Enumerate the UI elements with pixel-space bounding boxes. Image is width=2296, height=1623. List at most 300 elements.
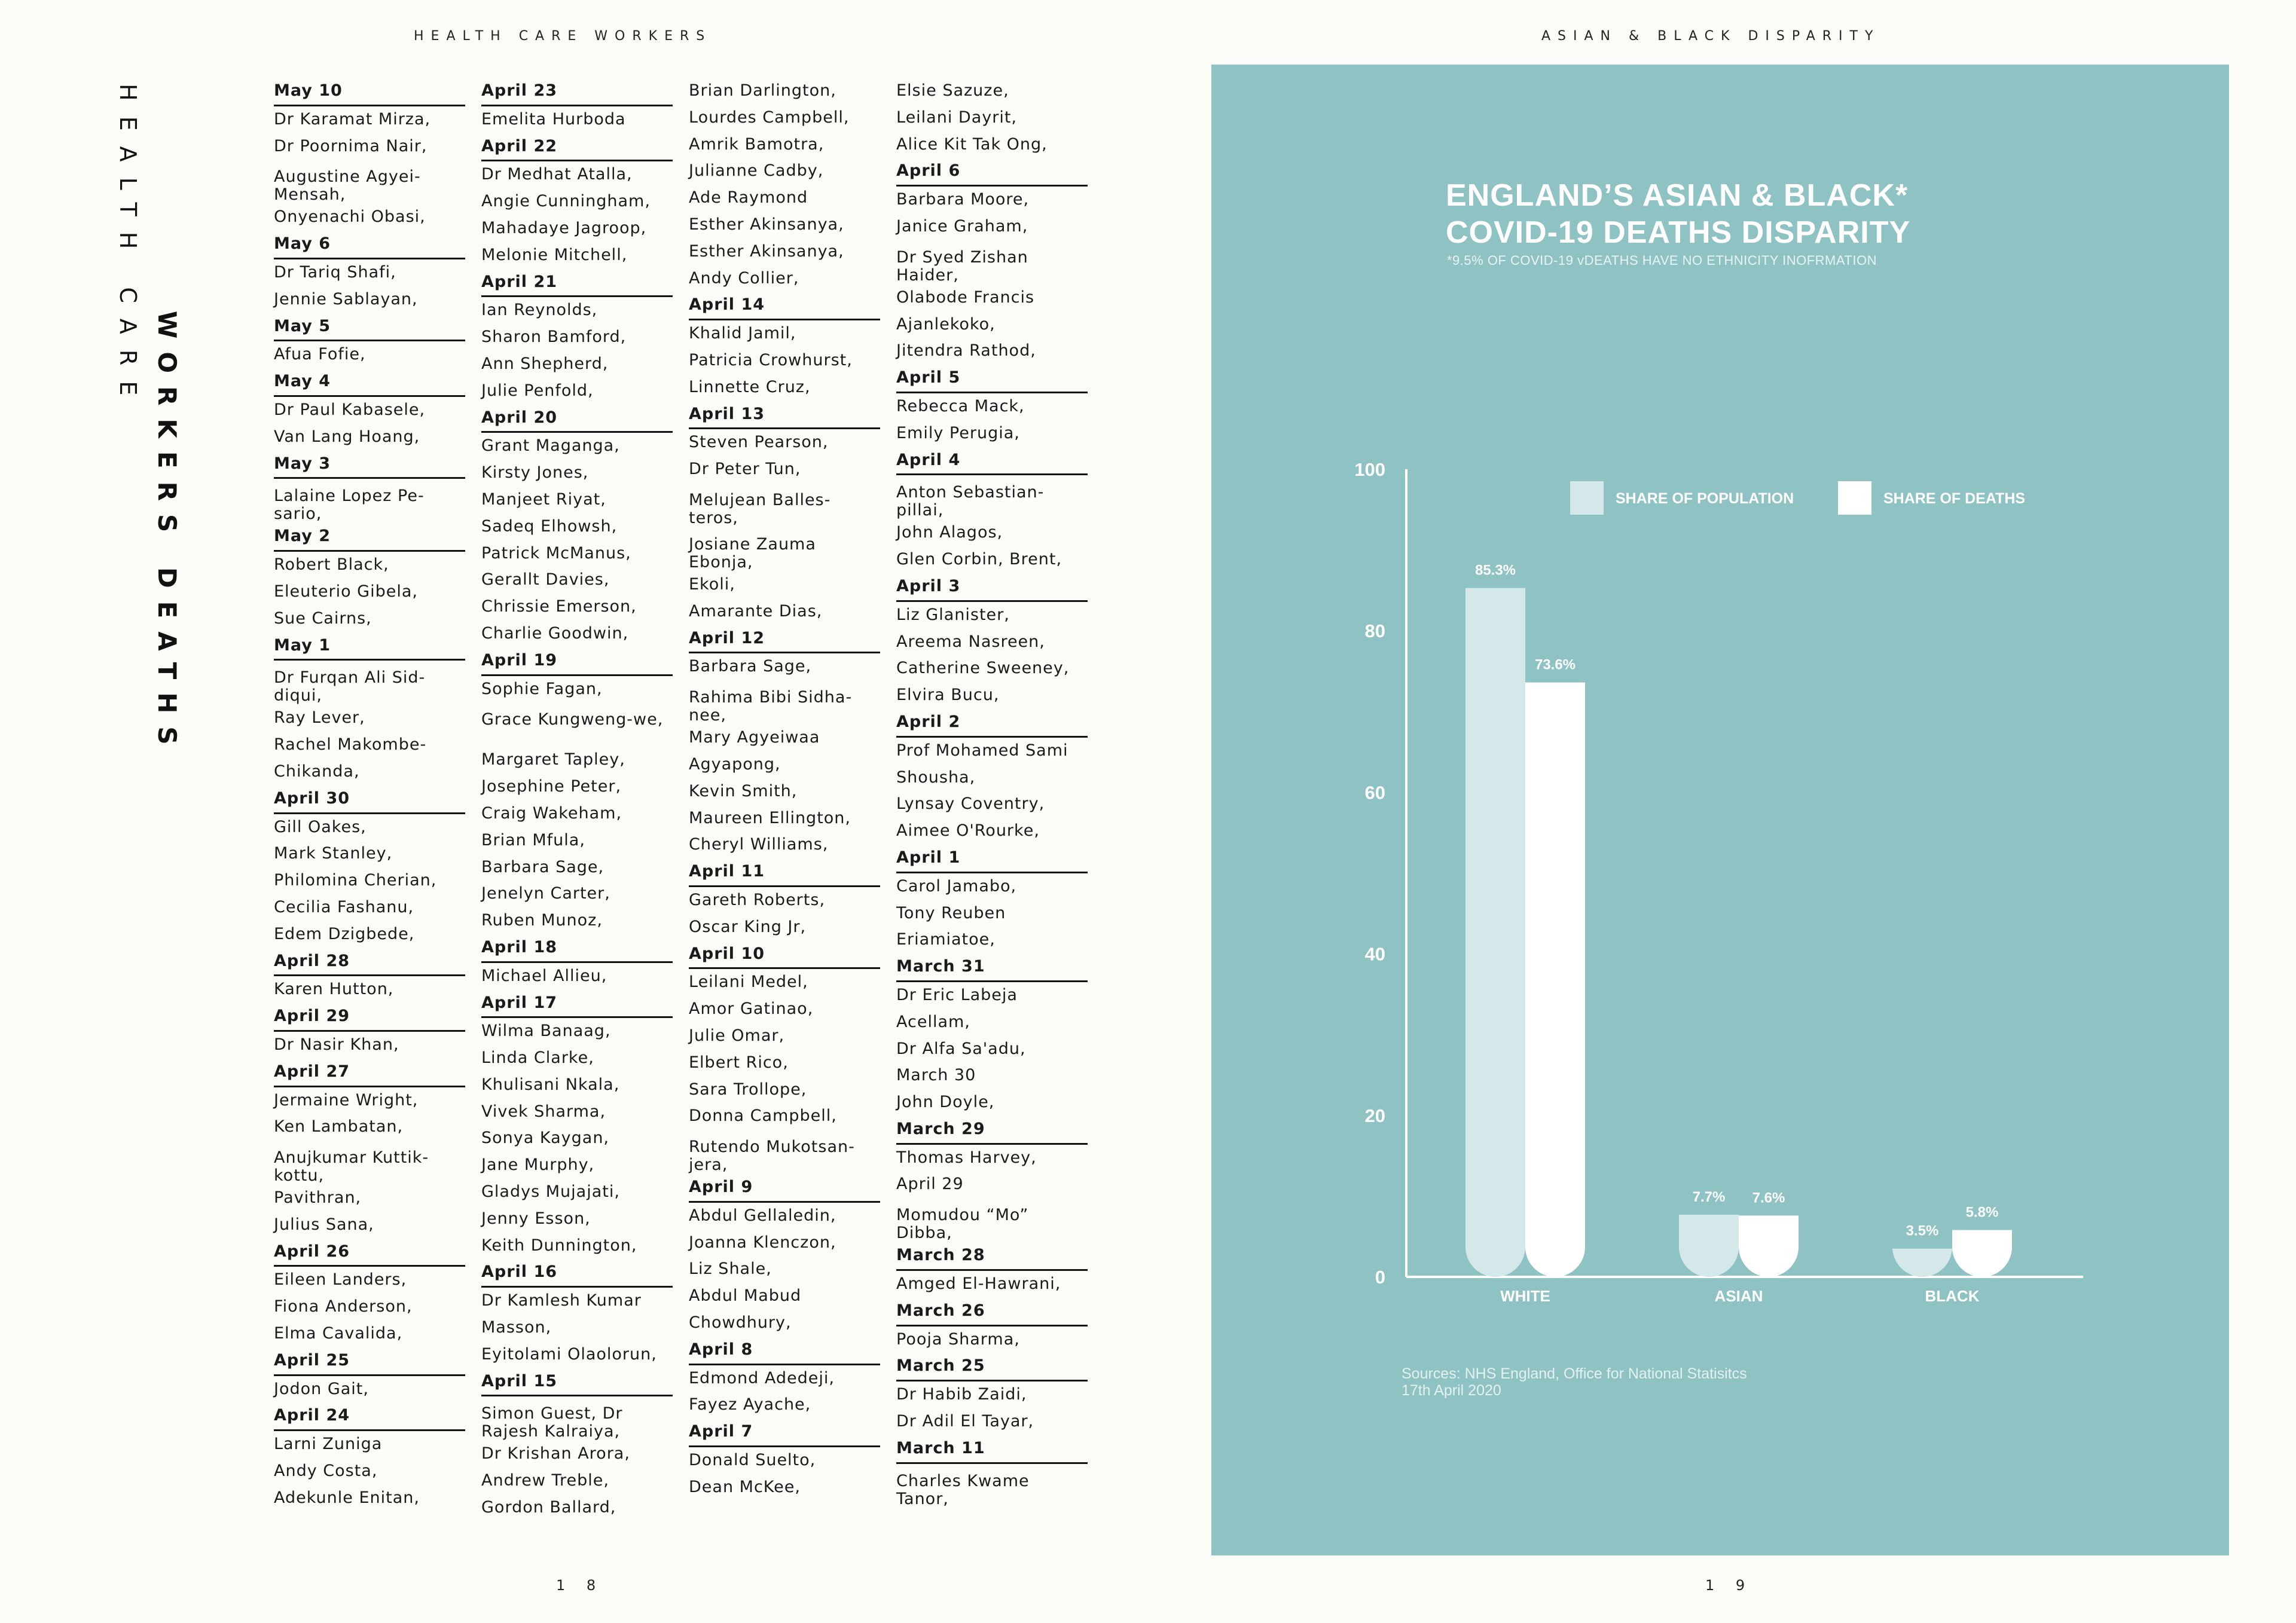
- name-entry: [274, 1114, 465, 1141]
- date-heading: [274, 1402, 465, 1431]
- y-tick-label: 60: [1364, 782, 1385, 803]
- name-entry: [481, 1018, 673, 1045]
- name-entry-text: Areema Nasreen,: [896, 632, 1045, 651]
- name-entry-text: Philomina Cherian,: [274, 871, 437, 890]
- date-heading-text: April 28: [274, 951, 350, 970]
- name-entry-text: Dr Paul Kabasele,: [274, 400, 426, 419]
- name-entry: [481, 1468, 673, 1494]
- name-entry: [896, 873, 1088, 900]
- name-entry-text: Barbara Sage,: [689, 657, 812, 676]
- name-entry: [481, 1441, 673, 1468]
- name-entry-text: Jane Murphy,: [481, 1156, 595, 1175]
- date-heading: [274, 78, 465, 106]
- name-entry: [896, 78, 1088, 105]
- name-entry-text: John Alagos,: [896, 523, 1003, 542]
- name-entry-text: Fiona Anderson,: [274, 1297, 413, 1316]
- date-heading-text: April 7: [689, 1422, 753, 1441]
- name-entry-text: Jenny Esson,: [481, 1209, 591, 1228]
- name-entry: [274, 579, 465, 606]
- name-entry-text: Karen Hutton,: [274, 980, 394, 999]
- date-heading: [274, 368, 465, 397]
- name-entry: [481, 324, 673, 351]
- name-entry: [896, 1198, 1088, 1242]
- y-tick-label: 20: [1364, 1105, 1385, 1126]
- name-entry: [274, 552, 465, 579]
- legend-label: SHARE OF POPULATION: [1616, 490, 1794, 507]
- deaths-bar-asian: [1739, 1215, 1799, 1277]
- name-entry: [689, 212, 880, 239]
- names-column-3: [689, 78, 880, 1501]
- name-entry-text: Rutendo Mukotsan-jera,: [689, 1138, 855, 1175]
- date-heading: [896, 953, 1088, 982]
- chart-panel: [1211, 65, 2229, 1555]
- name-entry-text: Josiane Zauma Ebonja,: [689, 534, 816, 571]
- name-entry-text: Gill Oakes,: [274, 817, 367, 836]
- name-entry: [274, 1141, 465, 1185]
- name-entry-text: Grace Kungweng-we,: [481, 710, 664, 729]
- name-entry-text: Brian Darlington,: [689, 81, 836, 100]
- name-entry: [274, 606, 465, 632]
- name-entry: [274, 479, 465, 523]
- page-number-right: 1 9: [1705, 1577, 1754, 1594]
- name-entry-text: Robert Black,: [274, 555, 389, 574]
- name-entry: [896, 791, 1088, 818]
- name-entry: [689, 914, 880, 941]
- name-entry: [689, 185, 880, 212]
- name-entry-text: Kirsty Jones,: [481, 463, 589, 482]
- name-entry: [274, 1458, 465, 1485]
- name-entry-text: Sophie Fagan,: [481, 679, 603, 698]
- running-header-right: ASIAN & BLACK DISPARITY: [1541, 29, 1880, 44]
- name-entry: [689, 1230, 880, 1257]
- name-entry: [689, 887, 880, 914]
- name-entry: [274, 1212, 465, 1239]
- name-entry-text: Jitendra Rathod,: [896, 341, 1036, 360]
- name-entry: [481, 567, 673, 594]
- name-entry: [274, 341, 465, 368]
- name-entry-text: Momudou “Mo” Dibba,: [896, 1206, 1029, 1243]
- name-entry: [481, 702, 673, 747]
- name-entry-text: Charles Kwame Tanor,: [896, 1471, 1030, 1508]
- date-heading-text: April 17: [481, 993, 558, 1012]
- name-entry: [481, 106, 673, 133]
- name-entry-text: Ajanlekoko,: [896, 314, 996, 334]
- name-entry: [481, 460, 673, 487]
- name-entry-text: Jenelyn Carter,: [481, 884, 610, 903]
- name-entry-text: Eriamiatoe,: [896, 930, 996, 949]
- date-heading-text: May 4: [274, 372, 331, 391]
- name-entry: [689, 1256, 880, 1283]
- names-column-2: [481, 78, 673, 1521]
- name-entry: [274, 1032, 465, 1059]
- name-entry: [481, 1341, 673, 1368]
- date-heading: [896, 709, 1088, 738]
- date-heading-text: April 23: [481, 81, 558, 100]
- name-entry-text: Glen Corbin, Brent,: [896, 550, 1062, 569]
- date-heading: [481, 78, 673, 106]
- name-entry: [689, 527, 880, 571]
- name-entry-text: Rahima Bibi Sidha-nee,: [689, 688, 853, 725]
- date-heading: [689, 292, 880, 320]
- name-entry-text: Vivek Sharma,: [481, 1102, 606, 1121]
- name-entry-text: Ekoli,: [689, 574, 735, 594]
- name-entry: [274, 840, 465, 867]
- name-entry: [896, 765, 1088, 791]
- name-entry: [896, 105, 1088, 132]
- date-heading-text: March 25: [896, 1356, 985, 1376]
- date-heading-text: April 15: [481, 1371, 558, 1390]
- name-entry: [689, 1103, 880, 1130]
- name-entry-text: Leilani Medel,: [689, 973, 808, 992]
- population-bar-asian: [1679, 1215, 1739, 1277]
- population-bar-black: [1892, 1247, 1952, 1277]
- date-heading: [689, 625, 880, 654]
- name-entry: [896, 682, 1088, 709]
- name-entry: [896, 519, 1088, 546]
- chart-source: [1402, 1365, 1747, 1399]
- name-entry: [274, 106, 465, 133]
- name-entry: [896, 629, 1088, 656]
- date-heading: [896, 1116, 1088, 1145]
- legend-label: SHARE OF DEATHS: [1883, 490, 2026, 507]
- name-entry: [481, 621, 673, 647]
- name-entry: [274, 1485, 465, 1512]
- name-entry: [274, 1376, 465, 1403]
- name-entry-text: Patrick McManus,: [481, 543, 631, 563]
- name-entry-text: Abdul Gellaledin,: [689, 1206, 836, 1225]
- name-entry-text: April 29: [896, 1175, 964, 1194]
- name-entry: [274, 1294, 465, 1321]
- name-entry: [896, 546, 1088, 573]
- name-entry: [481, 1045, 673, 1072]
- name-entry: [274, 921, 465, 948]
- name-entry-text: Olabode Francis: [896, 288, 1035, 307]
- name-entry-text: Mary Agyeiwaa: [689, 728, 820, 747]
- name-entry-text: Andy Costa,: [274, 1462, 378, 1481]
- name-entry-text: Elsie Sazuze,: [896, 81, 1009, 100]
- date-heading: [689, 1174, 880, 1203]
- date-heading: [274, 948, 465, 977]
- name-entry-text: Esther Akinsanya,: [689, 215, 844, 234]
- name-entry-text: Anton Sebastian-pillai,: [896, 483, 1045, 520]
- name-entry-text: Khulisani Nkala,: [481, 1075, 620, 1094]
- bar-value-label: 85.3%: [1474, 562, 1516, 579]
- name-entry: [689, 456, 880, 483]
- name-entry: [481, 963, 673, 990]
- name-entry-text: Sue Cairns,: [274, 609, 372, 628]
- name-entry: [481, 540, 673, 567]
- name-entry-text: Amor Gatinao,: [689, 1000, 814, 1019]
- date-heading: [896, 1353, 1088, 1381]
- name-entry-text: Fayez Ayache,: [689, 1395, 811, 1414]
- name-entry: [896, 1271, 1088, 1298]
- name-entry: [274, 1321, 465, 1347]
- name-entry-text: Charlie Goodwin,: [481, 623, 629, 643]
- name-entry: [274, 1087, 465, 1114]
- name-entry-text: Mark Stanley,: [274, 844, 393, 863]
- name-entry-text: Elbert Rico,: [689, 1053, 789, 1072]
- date-heading-text: April 22: [481, 136, 558, 155]
- date-heading-text: April 29: [274, 1007, 350, 1026]
- date-heading-text: April 6: [896, 161, 961, 181]
- name-entry-text: Melujean Balles-teros,: [689, 490, 831, 527]
- name-entry-text: Lalaine Lopez Pe-sario,: [274, 487, 425, 524]
- legend-swatch-population: [1570, 481, 1604, 515]
- chart-title-line-1: ENGLAND’S ASIAN & BLACK*: [1446, 178, 1909, 213]
- name-entry-text: Sara Trollope,: [689, 1080, 807, 1099]
- date-heading-text: April 14: [689, 295, 765, 314]
- y-tick-label: 40: [1364, 943, 1385, 965]
- name-entry: [481, 800, 673, 827]
- name-entry: [274, 814, 465, 841]
- date-heading-text: April 25: [274, 1350, 350, 1370]
- name-entry-text: Dr Furqan Ali Sid-diqui,: [274, 668, 426, 705]
- date-heading-text: April 24: [274, 1406, 350, 1425]
- name-entry: [481, 297, 673, 324]
- y-tick-label: 80: [1364, 621, 1385, 642]
- deaths-bar-white: [1525, 683, 1585, 1277]
- name-entry-text: Rachel Makombe-: [274, 735, 427, 754]
- name-entry-text: Ian Reynolds,: [481, 301, 598, 320]
- date-heading: [481, 1259, 673, 1288]
- date-heading-text: April 21: [481, 272, 558, 291]
- name-entry-text: Joanna Klenczon,: [689, 1233, 836, 1252]
- x-category-label: WHITE: [1500, 1287, 1550, 1305]
- name-entry: [274, 759, 465, 785]
- name-entry-text: Thomas Harvey,: [896, 1148, 1037, 1167]
- date-heading-text: April 9: [689, 1178, 753, 1197]
- name-entry-text: Larni Zuniga: [274, 1435, 383, 1454]
- name-entry-text: Simon Guest, Dr Rajesh Kalraiya,: [481, 1404, 623, 1441]
- date-heading-text: March 31: [896, 957, 985, 976]
- name-entry-text: Craig Wakeham,: [481, 803, 622, 823]
- vertical-title-health-care: HEALTH CARE: [115, 84, 141, 411]
- date-heading: [481, 934, 673, 963]
- date-heading: [274, 1003, 465, 1032]
- bar-value-label: 73.6%: [1534, 656, 1576, 673]
- name-entry: [689, 347, 880, 374]
- date-heading: [274, 785, 465, 814]
- name-entry: [689, 239, 880, 265]
- date-heading-text: March 29: [896, 1119, 985, 1138]
- date-heading: [274, 523, 465, 552]
- name-entry: [689, 105, 880, 132]
- name-entry-text: Liz Glanister,: [896, 605, 1010, 624]
- name-entry-text: Keith Dunnington,: [481, 1236, 637, 1255]
- name-entry-text: Edmond Adedeji,: [689, 1368, 835, 1387]
- page-number-left: 1 8: [556, 1577, 604, 1594]
- name-entry: [689, 1283, 880, 1310]
- date-heading-text: April 20: [481, 408, 558, 427]
- date-heading-text: April 19: [481, 650, 558, 670]
- date-heading: [481, 990, 673, 1019]
- name-entry-text: Augustine Agyei-Mensah,: [274, 167, 421, 204]
- name-entry: [896, 240, 1088, 285]
- name-entry: [896, 927, 1088, 953]
- name-entry-text: Emily Perugia,: [896, 423, 1020, 442]
- chart-subtitle: *9.5% OF COVID-19 vDEATHS HAVE NO ETHNICITY INOFRMATION: [1447, 253, 1877, 268]
- name-entry-text: Ann Shepherd,: [481, 354, 609, 373]
- name-entry-text: Manjeet Riyat,: [481, 490, 606, 509]
- name-entry: [689, 680, 880, 725]
- name-entry: [689, 132, 880, 158]
- name-entry: [896, 900, 1088, 927]
- name-entry-text: Rebecca Mack,: [896, 396, 1025, 415]
- name-entry: [481, 1396, 673, 1441]
- name-entry: [481, 1288, 673, 1315]
- name-entry-text: Eileen Landers,: [274, 1270, 407, 1289]
- date-heading: [896, 573, 1088, 602]
- name-entry-text: Andy Collier,: [689, 268, 799, 288]
- date-heading: [689, 401, 880, 430]
- name-entry-text: Julie Penfold,: [481, 381, 594, 400]
- name-entry-text: Dr Nasir Khan,: [274, 1035, 399, 1054]
- name-entry-text: Alice Kit Tak Ong,: [896, 135, 1048, 154]
- name-entry: [896, 602, 1088, 629]
- name-entry-text: Michael Allieu,: [481, 966, 607, 985]
- name-entry: [896, 1009, 1088, 1036]
- date-heading-text: April 4: [896, 450, 961, 469]
- name-entry-text: Chowdhury,: [689, 1313, 792, 1332]
- name-entry: [481, 1206, 673, 1233]
- name-entry: [689, 805, 880, 832]
- name-entry: [274, 204, 465, 231]
- name-entry: [689, 1023, 880, 1050]
- name-entry-text: Julie Omar,: [689, 1026, 785, 1045]
- date-heading-text: March 26: [896, 1301, 985, 1320]
- date-heading-text: May 6: [274, 234, 331, 253]
- name-entry-text: Dr Eric Labeja: [896, 985, 1018, 1004]
- name-entry-text: Dr Syed Zishan Haider,: [896, 247, 1028, 285]
- date-heading-text: April 13: [689, 404, 765, 423]
- name-entry: [689, 374, 880, 401]
- date-heading: [274, 313, 465, 342]
- name-entry-text: Chrissie Emerson,: [481, 597, 637, 616]
- name-entry-text: Jermaine Wright,: [274, 1090, 419, 1109]
- name-entry: [481, 378, 673, 405]
- date-heading: [481, 1368, 673, 1397]
- name-entry: [896, 213, 1088, 240]
- y-tick-label: 100: [1354, 459, 1385, 480]
- name-entry: [481, 676, 673, 703]
- name-entry: [274, 705, 465, 732]
- name-entry: [481, 351, 673, 378]
- name-entry: [481, 1099, 673, 1126]
- name-entry: [689, 598, 880, 625]
- name-entry-text: Ray Lever,: [274, 708, 365, 728]
- names-column-4: [896, 78, 1088, 1508]
- name-entry: [481, 1152, 673, 1179]
- name-entry: [896, 1145, 1088, 1172]
- name-entry-text: Amarante Dias,: [689, 601, 823, 621]
- date-heading-text: April 2: [896, 712, 961, 731]
- name-entry-text: Ruben Munoz,: [481, 911, 603, 930]
- name-entry: [274, 661, 465, 705]
- name-entry-text: Dr Krishan Arora,: [481, 1444, 630, 1463]
- date-heading: [896, 845, 1088, 873]
- bar-value-label: 7.7%: [1692, 1188, 1726, 1205]
- name-entry-text: March 30: [896, 1066, 976, 1085]
- deaths-bar-black: [1952, 1230, 2012, 1277]
- name-entry: [896, 818, 1088, 845]
- name-entry: [274, 1431, 465, 1458]
- bar-value-label: 3.5%: [1906, 1222, 1939, 1239]
- name-entry: [481, 907, 673, 934]
- name-entry: [481, 487, 673, 514]
- name-entry: [689, 969, 880, 996]
- name-entry-text: Grant Maganga,: [481, 436, 620, 456]
- date-heading-text: March 11: [896, 1438, 985, 1457]
- name-entry: [481, 594, 673, 621]
- date-heading: [896, 1435, 1088, 1464]
- date-heading: [481, 269, 673, 298]
- name-entry: [689, 1077, 880, 1104]
- name-entry: [274, 397, 465, 424]
- name-entry-text: Dean McKee,: [689, 1477, 801, 1496]
- date-heading-text: April 30: [274, 788, 350, 808]
- name-entry: [481, 854, 673, 881]
- date-heading-text: May 2: [274, 527, 331, 546]
- name-entry-text: Angie Cunningham,: [481, 192, 651, 211]
- source-line-1: Sources: NHS England, Office for National Statisitcs: [1402, 1365, 1747, 1382]
- name-entry-text: Catherine Sweeney,: [896, 659, 1070, 678]
- name-entry-text: Lynsay Coventry,: [896, 794, 1045, 814]
- date-heading: [481, 647, 673, 676]
- name-entry: [481, 188, 673, 215]
- name-entry-text: Steven Pearson,: [689, 433, 829, 452]
- date-heading-text: April 3: [896, 576, 961, 595]
- name-entry-text: Gladys Mujajati,: [481, 1182, 620, 1202]
- name-entry: [481, 1233, 673, 1260]
- y-tick-label: 0: [1375, 1267, 1385, 1288]
- source-line-2: 17th April 2020: [1402, 1382, 1501, 1399]
- date-heading-text: April 27: [274, 1062, 350, 1081]
- bar-value-label: 5.8%: [1965, 1204, 1999, 1221]
- name-entry: [896, 738, 1088, 765]
- date-heading: [274, 632, 465, 661]
- name-entry: [481, 1072, 673, 1099]
- name-entry-text: John Doyle,: [896, 1093, 995, 1112]
- name-entry-text: Elma Cavalida,: [274, 1324, 403, 1343]
- date-heading: [274, 1347, 465, 1376]
- name-entry: [274, 732, 465, 759]
- bar-chart: [1211, 65, 2229, 1555]
- name-entry: [274, 867, 465, 894]
- date-heading: [689, 1419, 880, 1447]
- name-entry-text: Margaret Tapley,: [481, 750, 625, 769]
- name-entry-text: Agyapong,: [689, 754, 781, 774]
- name-entry-text: Sadeq Elhowsh,: [481, 516, 618, 536]
- date-heading: [689, 858, 880, 887]
- name-entry: [896, 420, 1088, 447]
- name-entry-text: Dr Alfa Sa'adu,: [896, 1039, 1026, 1058]
- name-entry-text: Dr Adil El Tayar,: [896, 1412, 1034, 1431]
- name-entry-text: Amged El-Hawrani,: [896, 1274, 1061, 1294]
- date-heading: [274, 231, 465, 259]
- population-bar-white: [1465, 588, 1525, 1277]
- name-entry-text: Adekunle Enitan,: [274, 1488, 420, 1507]
- name-entry: [896, 311, 1088, 338]
- date-heading-text: May 5: [274, 316, 331, 335]
- name-entry: [481, 774, 673, 800]
- name-entry: [689, 751, 880, 778]
- name-entry-text: Ade Raymond: [689, 188, 808, 207]
- name-entry-text: Aimee O'Rourke,: [896, 821, 1040, 840]
- name-entry: [896, 1036, 1088, 1063]
- name-entry: [689, 996, 880, 1023]
- date-heading: [896, 447, 1088, 476]
- name-entry-text: Barbara Sage,: [481, 857, 604, 876]
